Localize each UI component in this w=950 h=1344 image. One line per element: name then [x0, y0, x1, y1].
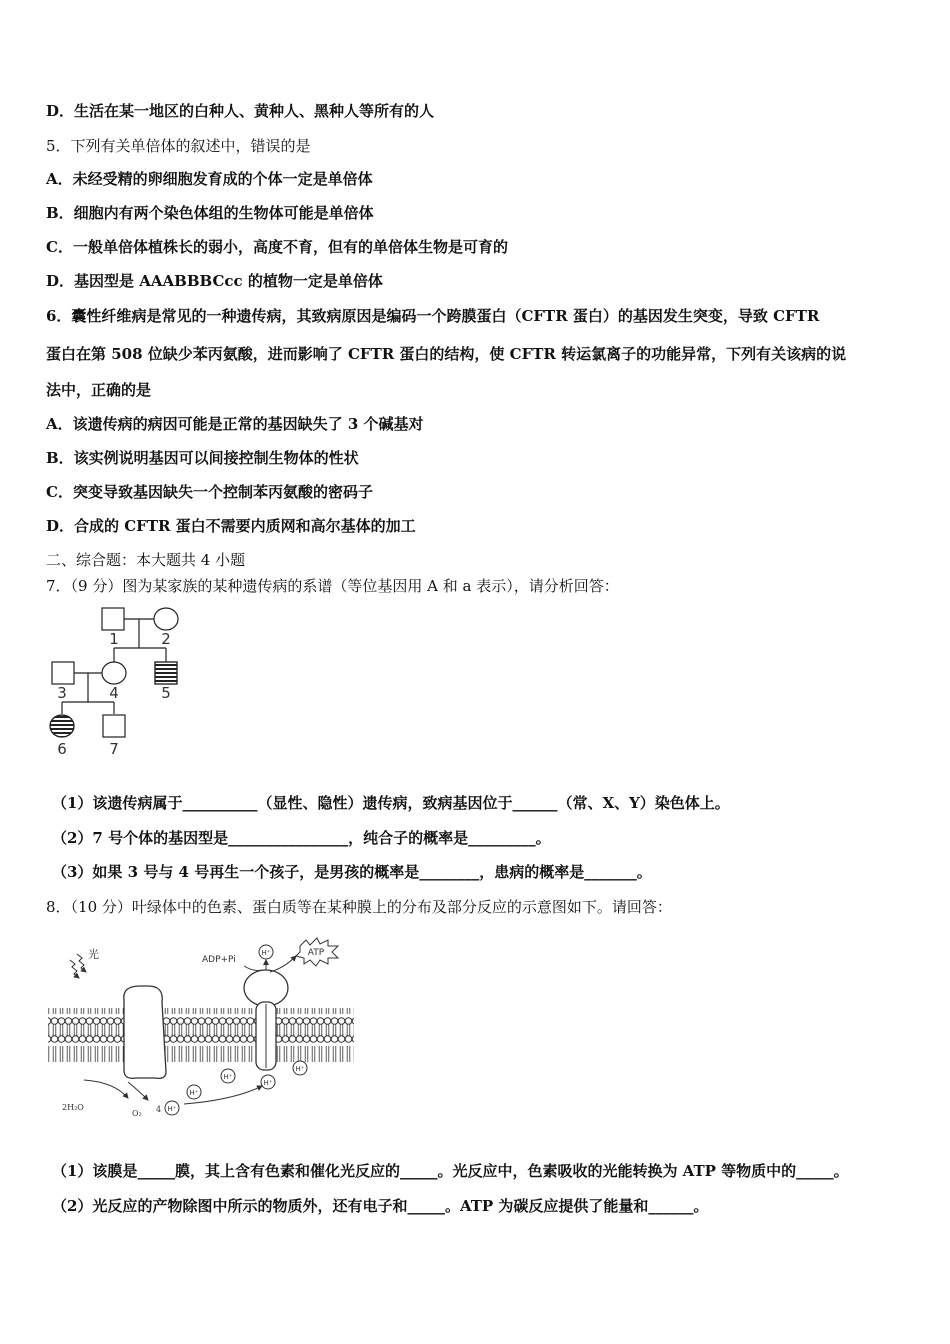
q7-sub-3: （3）如果 3 号与 4 号再生一个孩子，是男孩的概率是________，患病的概率是_______。: [52, 863, 652, 881]
q7-sub-1: （1）该遗传病属于__________（显性、隐性）遗传病，致病基因位于______（常、X、Y）染色体上。: [52, 794, 730, 812]
q5-option-a: A．未经受精的卵细胞发育成的个体一定是单倍体: [46, 170, 373, 188]
q6-stem-line-1: 6．囊性纤维病是常见的一种遗传病，其致病原因是编码一个跨膜蛋白（CFTR 蛋白）的基因发生突变，导致 CFTR: [46, 307, 820, 325]
pedigree-label-2: 2: [161, 630, 171, 648]
q4-option-d: D．生活在某一地区的白种人、黄种人、黑种人等所有的人: [46, 102, 435, 120]
pedigree-label-4: 4: [109, 684, 119, 702]
q5-option-d: D．基因型是 AAABBBCcc 的植物一定是单倍体: [46, 272, 383, 290]
q6-stem-line-3: 法中，正确的是: [46, 381, 152, 399]
pedigree-chart: [44, 604, 194, 764]
q5-option-c: C．一般单倍体植株长的弱小，高度不育，但有的单倍体生物是可育的: [46, 238, 508, 256]
q6-option-d: D．合成的 CFTR 蛋白不需要内质网和高尔基体的加工: [46, 517, 416, 535]
svg-text:H⁺: H⁺: [261, 949, 271, 957]
q8-stem: 8．（10 分）叶绿体中的色素、蛋白质等在某种膜上的分布及部分反应的示意图如下。请回答：: [46, 898, 672, 916]
atp-synthase-head: [244, 970, 288, 1006]
individual-5-affected-male: [155, 662, 177, 684]
q6-option-c: C．突变导致基因缺失一个控制苯丙氨酸的密码子: [46, 483, 373, 501]
individual-4-female: [102, 662, 126, 684]
svg-text:H⁺: H⁺: [295, 1065, 305, 1073]
pedigree-label-3: 3: [57, 684, 67, 702]
individual-1-male: [102, 608, 124, 630]
q6-stem-line-2: 蛋白在第 508 位缺少苯丙氨酸，进而影响了 CFTR 蛋白的结构，使 CFTR 转运氯离子的功能异常，下列有关该病的说: [46, 345, 847, 363]
oxygen-label: O₂: [132, 1109, 142, 1118]
q8-sub-2: （2）光反应的产物除图中所示的物质外，还有电子和_____。ATP 为碳反应提供了能量和______。: [52, 1197, 709, 1215]
photosystem-protein: [124, 986, 166, 1078]
svg-text:H⁺: H⁺: [189, 1089, 199, 1097]
pedigree-label-5: 5: [161, 684, 171, 702]
q5-option-b: B．细胞内有两个染色体组的生物体可能是单倍体: [46, 204, 374, 222]
q7-stem: 7．（9 分）图为某家族的某种遗传病的系谱（等位基因用 A 和 a 表示），请分析回答：: [46, 577, 619, 595]
pedigree-label-1: 1: [109, 630, 119, 648]
atp-label: ATP: [307, 948, 325, 958]
pedigree-label-6: 6: [57, 740, 67, 758]
water-label: 2H₂O: [62, 1103, 84, 1112]
four-label: 4: [156, 1105, 162, 1114]
svg-text:H⁺: H⁺: [263, 1079, 273, 1087]
individual-3-male: [52, 662, 74, 684]
individual-2-female: [154, 608, 178, 630]
section2-title: 二、综合题：本大题共 4 小题: [46, 551, 246, 569]
svg-text:H⁺: H⁺: [223, 1073, 233, 1081]
adp-pi-label: ADP+Pi: [202, 955, 236, 965]
svg-text:H⁺: H⁺: [167, 1105, 177, 1113]
lipid-layer-upper: [48, 1008, 354, 1036]
q6-option-a: A．该遗传病的病因可能是正常的基因缺失了 3 个碱基对: [46, 415, 424, 433]
q5-stem: 5．下列有关单倍体的叙述中，错误的是: [46, 137, 311, 155]
thylakoid-membrane-diagram: [44, 932, 360, 1122]
q7-sub-2: （2）7 号个体的基因型是________________，纯合子的概率是_________。: [52, 829, 551, 847]
lipid-layer-lower: [48, 1034, 354, 1062]
individual-7-male: [103, 715, 125, 737]
light-label: 光: [88, 948, 99, 961]
q8-sub-1: （1）该膜是_____膜，其上含有色素和催化光反应的_____。光反应中，色素吸收的光能转换为 ATP 等物质中的_____。: [52, 1162, 849, 1180]
q6-option-b: B．该实例说明基因可以间接控制生物体的性状: [46, 449, 359, 467]
pedigree-label-7: 7: [109, 740, 119, 758]
